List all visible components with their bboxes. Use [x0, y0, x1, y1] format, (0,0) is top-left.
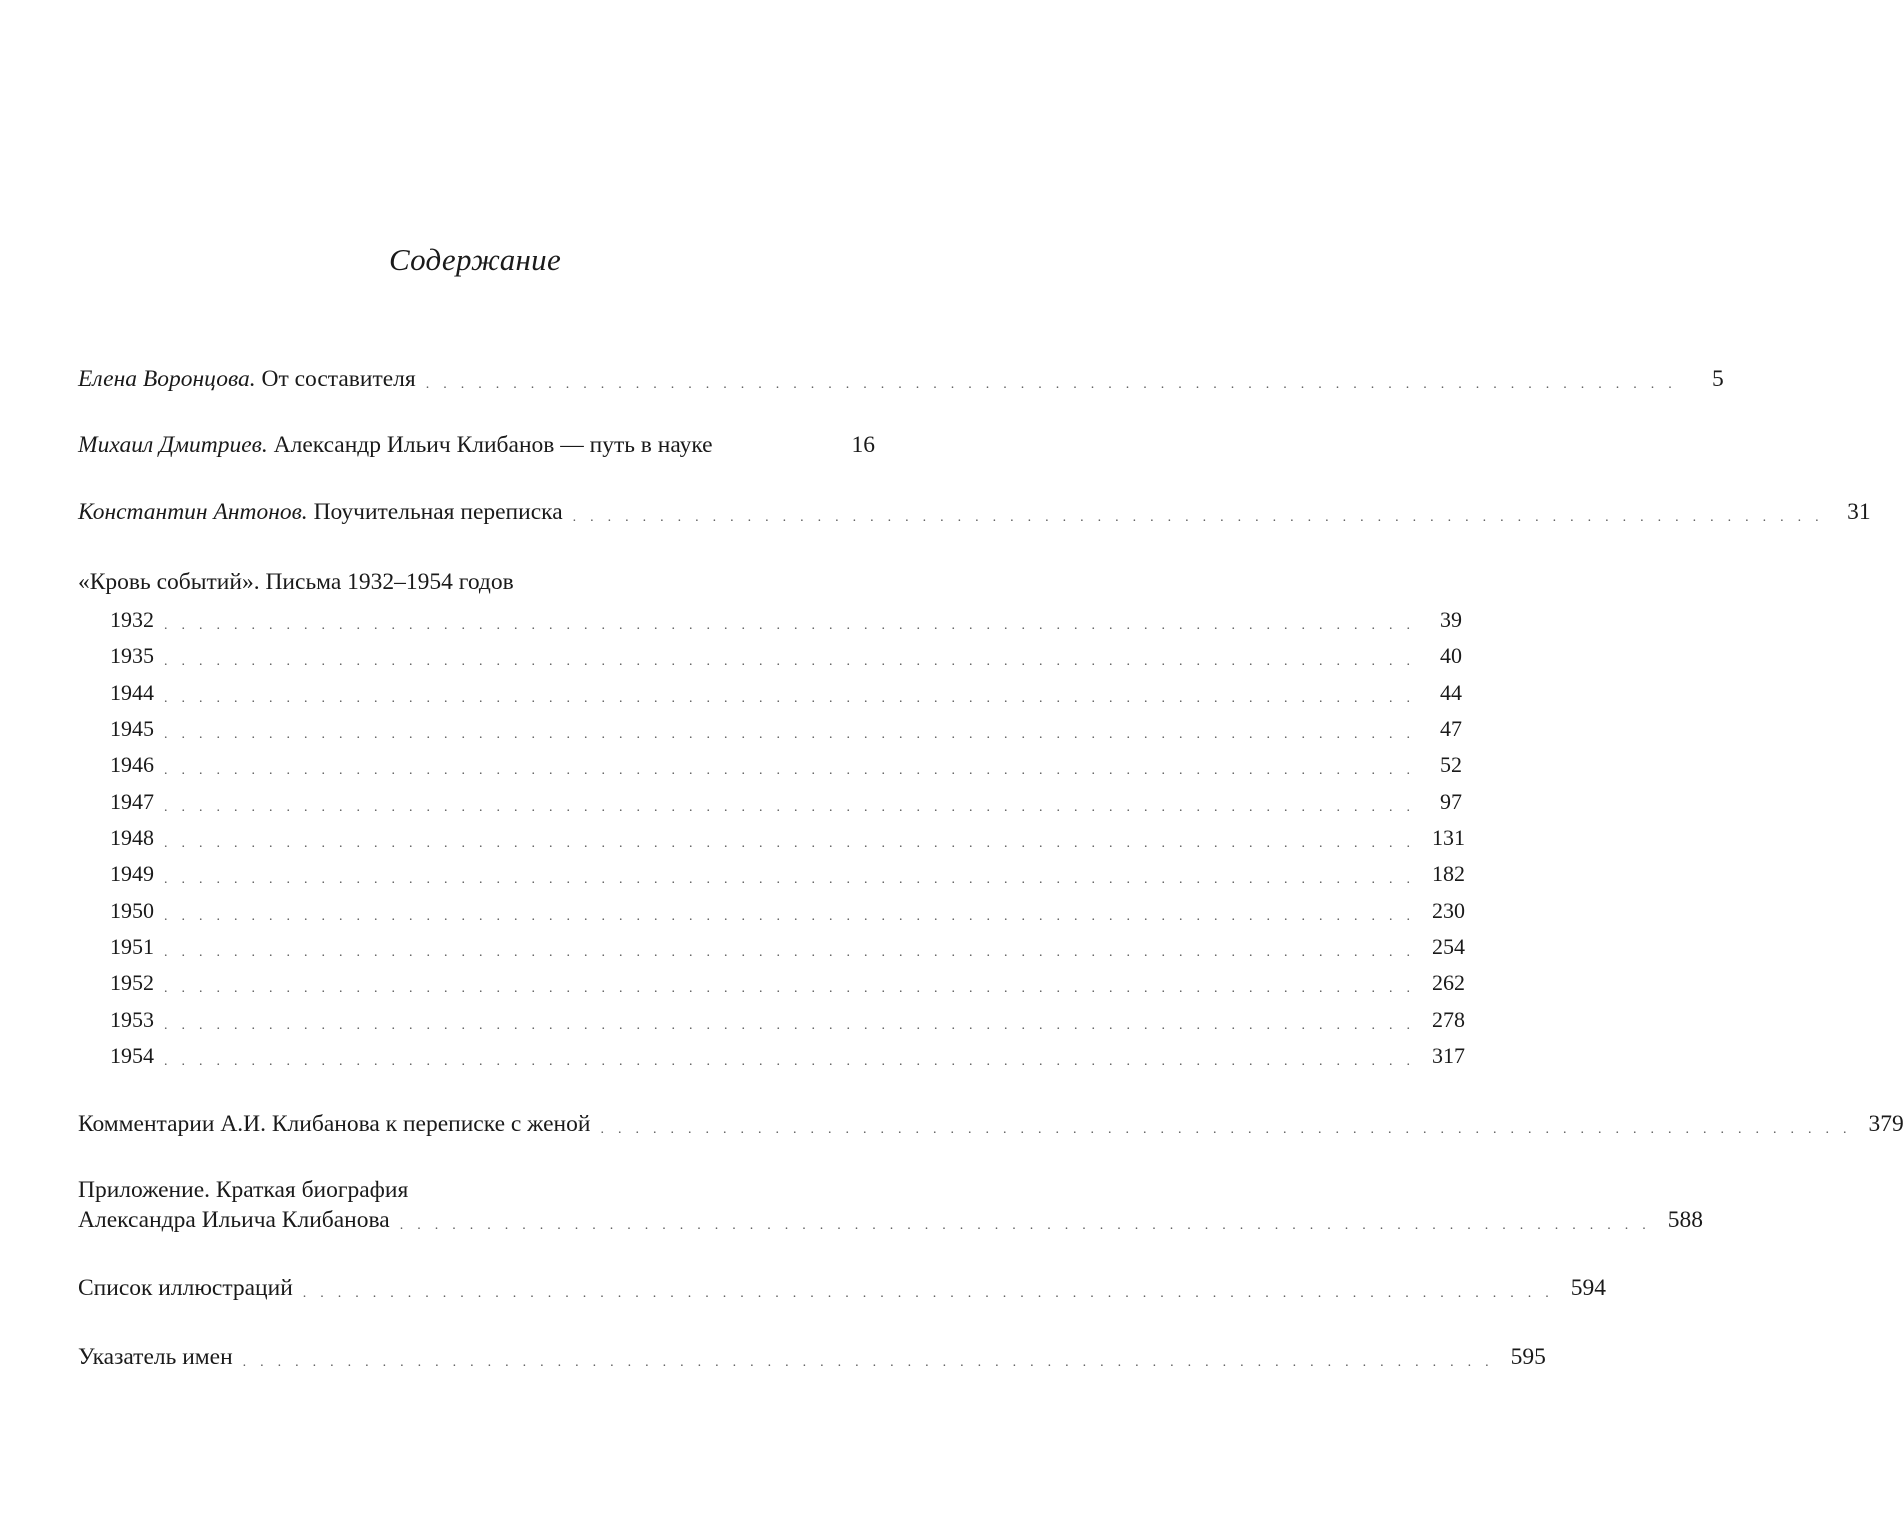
entry-title: Комментарии А.И. Клибанова к переписке с женой	[78, 1111, 591, 1137]
leader-dots: ........................................................................	[242, 1355, 1503, 1370]
toc-entry-index	[78, 1340, 1546, 1374]
entry-author: Константин Антонов.	[78, 499, 308, 525]
leader-dots: ........................................................................	[164, 1018, 1424, 1033]
toc-year-row	[110, 785, 1462, 819]
leader-dots: ........................................................................	[164, 691, 1424, 706]
year-page: 278	[1432, 1007, 1465, 1032]
entry-title: Список иллюстраций	[78, 1275, 293, 1301]
entry-title: Александр Ильич Клибанов — путь в науке	[273, 432, 713, 458]
leader-dots: ........................................................................	[425, 377, 1686, 392]
toc-year-row	[110, 857, 1465, 891]
year-label: 1949	[110, 861, 154, 886]
toc-entry-comments	[78, 1107, 1904, 1141]
year-label: 1935	[110, 643, 154, 668]
leader-dots: ........................................................................	[302, 1286, 1563, 1301]
year-label: 1951	[110, 934, 154, 959]
year-page: 131	[1432, 825, 1465, 850]
year-label: 1954	[110, 1043, 154, 1068]
leader-dots: ........................................................................	[572, 510, 1833, 525]
toc-year-row	[110, 639, 1462, 673]
toc-year-row	[110, 712, 1462, 746]
year-label: 1946	[110, 752, 154, 777]
year-page: 254	[1432, 934, 1465, 959]
toc-year-row	[110, 603, 1462, 637]
year-label: 1950	[110, 898, 154, 923]
year-label: 1947	[110, 789, 154, 814]
toc-year-row	[110, 748, 1462, 782]
entry-author: Елена Воронцова.	[78, 366, 256, 392]
entry-page: 31	[1847, 499, 1871, 525]
year-page: 182	[1432, 861, 1465, 886]
year-label: 1944	[110, 680, 154, 705]
leader-dots: ........................................................................	[164, 618, 1424, 633]
leader-dots: ........................................................................	[164, 945, 1424, 960]
year-page: 47	[1440, 716, 1462, 741]
toc-year-row	[110, 966, 1465, 1000]
leader-dots: ........................................................................	[164, 763, 1424, 778]
leader-dots: ........................................................................	[164, 800, 1424, 815]
entry-page: 594	[1570, 1275, 1607, 1301]
toc-entry-appendix	[78, 1203, 1703, 1237]
entry-page: 379	[1868, 1111, 1904, 1137]
year-page: 317	[1432, 1043, 1465, 1068]
year-page: 262	[1432, 970, 1465, 995]
entry-page: 16	[851, 432, 875, 458]
leader-dots: ........................................................................	[164, 654, 1424, 669]
entry-page: 5	[1711, 366, 1724, 392]
page-title: Содержание	[388, 242, 562, 277]
toc-year-row	[110, 1039, 1465, 1073]
appendix-title-line1: Приложение. Краткая биография	[78, 1177, 409, 1203]
entry-title: Александра Ильича Клибанова	[78, 1207, 390, 1233]
year-page: 39	[1440, 607, 1462, 632]
toc-entry-vorontsova	[78, 362, 1724, 396]
year-label: 1932	[110, 607, 154, 632]
toc-year-row	[110, 894, 1465, 928]
letters-section-heading: «Кровь событий». Письма 1932–1954 годов	[78, 569, 514, 595]
year-label: 1953	[110, 1007, 154, 1032]
toc-year-row	[110, 930, 1465, 964]
leader-dots: ........................................................................	[164, 836, 1424, 851]
toc-year-row	[110, 821, 1465, 855]
leader-dots: ........................................................................	[164, 727, 1424, 742]
year-page: 52	[1440, 752, 1462, 777]
toc-year-row	[110, 1003, 1465, 1037]
leader-dots: ........................................................................	[164, 909, 1424, 924]
year-page: 44	[1440, 680, 1462, 705]
entry-page: 595	[1510, 1344, 1546, 1370]
leader-dots: ........................................................................	[164, 872, 1424, 887]
toc-year-row	[110, 676, 1462, 710]
leader-dots: ........................................................................	[399, 1218, 1660, 1233]
entry-title: Поучительная переписка	[313, 499, 563, 525]
entry-author: Михаил Дмитриев.	[78, 432, 268, 458]
entry-title: Указатель имен	[78, 1344, 233, 1370]
year-label: 1952	[110, 970, 154, 995]
year-page: 40	[1440, 643, 1462, 668]
leader-dots: ........................................................................	[600, 1122, 1861, 1137]
year-page: 97	[1440, 789, 1462, 814]
entry-page: 588	[1667, 1207, 1703, 1233]
toc-entry-dmitriev	[78, 428, 875, 462]
toc-entry-antonov	[78, 495, 1871, 529]
year-label: 1948	[110, 825, 154, 850]
year-page: 230	[1432, 898, 1465, 923]
entry-title: От составителя	[261, 366, 416, 392]
year-label: 1945	[110, 716, 154, 741]
leader-dots: ........................................................................	[164, 1054, 1424, 1069]
leader-dots: ........................................................................	[164, 981, 1424, 996]
toc-entry-illustrations	[78, 1271, 1607, 1305]
